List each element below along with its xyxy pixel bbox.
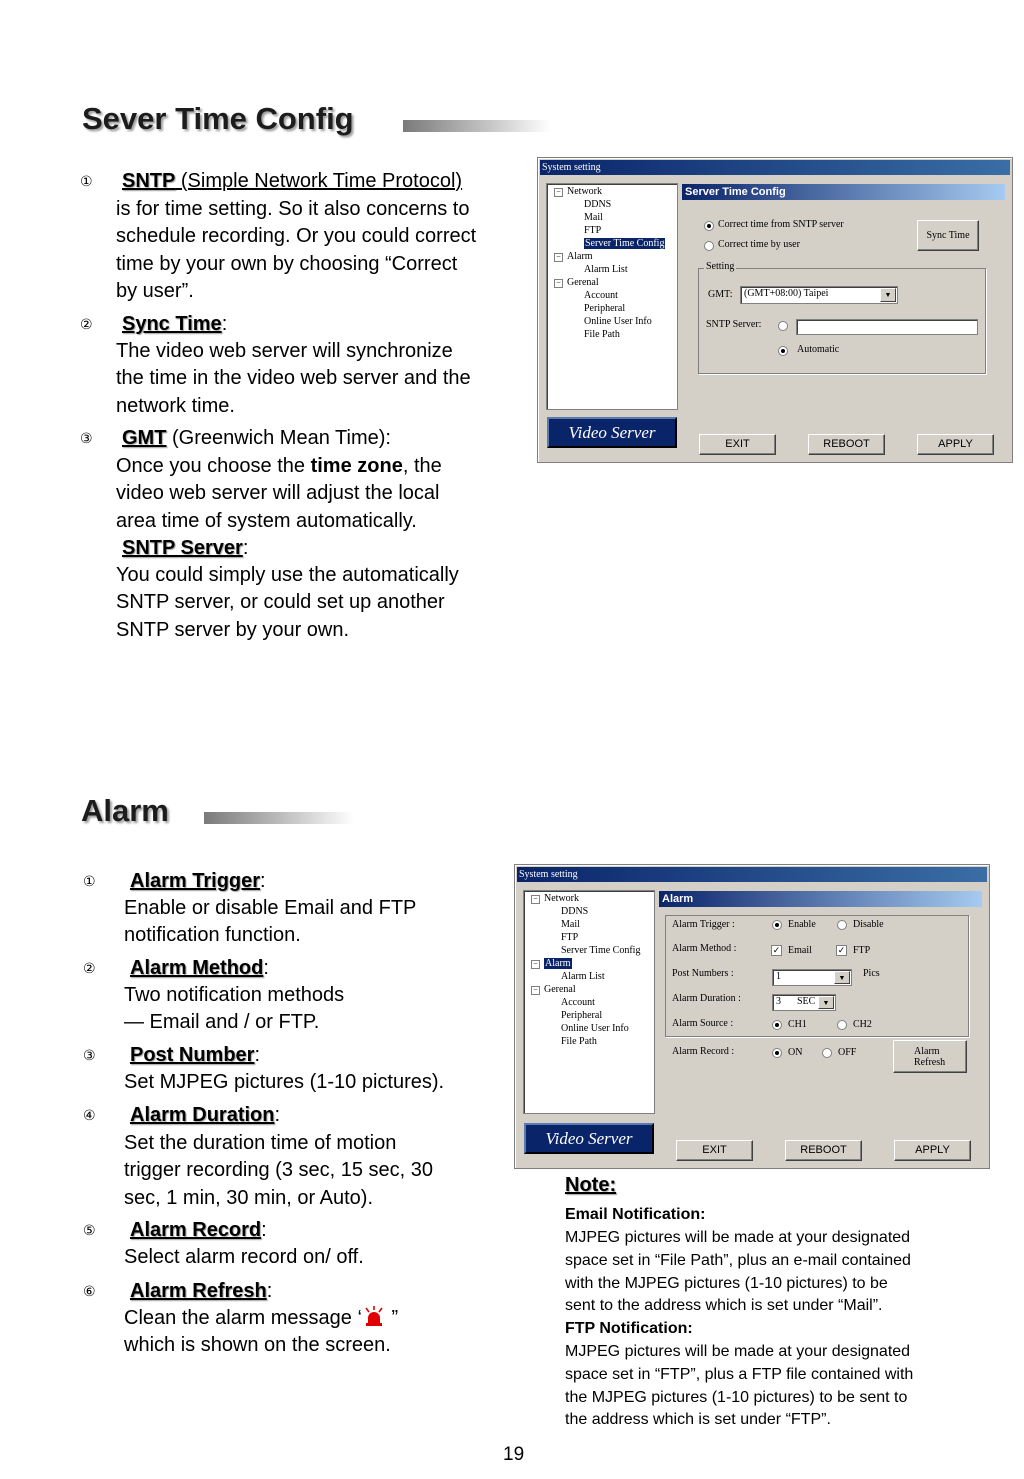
term-colon: : <box>242 537 249 559</box>
selected-label: Alarm <box>545 958 571 969</box>
email-notification-title: Email Notification: <box>565 1206 706 1223</box>
alarm-record-label: Alarm Record : <box>672 1046 735 1057</box>
note-line: MJPEG pictures will be made at your designated <box>565 1343 911 1360</box>
chevron-down-icon[interactable]: ▼ <box>818 996 834 1009</box>
body-line: Select alarm record on/ off. <box>124 1246 364 1268</box>
body-line: The video web server will synchronize <box>116 340 453 362</box>
radio-by-user[interactable] <box>704 241 714 251</box>
tree-item-ddns[interactable]: DDNS <box>584 199 612 210</box>
body-line: by user”. <box>116 280 194 303</box>
collapse-icon[interactable]: − <box>554 279 563 288</box>
term-post-number: Post Number <box>130 1044 255 1066</box>
item-body-alarm-record <box>124 1244 364 1271</box>
reboot-button[interactable]: REBOOT <box>808 434 885 455</box>
item-heading-alarm-record <box>124 1217 267 1244</box>
item-heading-alarm-duration <box>124 1102 280 1129</box>
term-colon: : <box>274 1104 281 1126</box>
collapse-icon[interactable]: − <box>531 960 540 969</box>
radio-disable[interactable] <box>837 920 847 930</box>
term-alarm-refresh: Alarm Refresh <box>130 1280 267 1302</box>
post-numbers-select[interactable] <box>772 969 852 986</box>
checkbox-ftp[interactable]: ✓ <box>837 945 846 955</box>
alarm-source-label: Alarm Source : <box>672 1018 734 1029</box>
term-colon: : <box>261 1219 267 1241</box>
settings-tree <box>523 890 655 1114</box>
tree-item-ftp[interactable]: FTP <box>584 225 602 236</box>
item-number: ② <box>83 961 96 977</box>
video-server-logo: Video Server <box>547 417 677 448</box>
section-title-alarm: Alarm <box>81 793 169 828</box>
note-line: space set in “FTP”, plus a FTP file contained with <box>565 1365 914 1383</box>
settings-tree <box>546 183 678 410</box>
collapse-icon[interactable]: − <box>554 188 563 197</box>
gmt-label: GMT: <box>708 289 733 300</box>
body-line: Two notification methods <box>124 984 345 1006</box>
tree-item-online-user-info[interactable]: Online User Info <box>584 316 652 327</box>
post-numbers-value: 1 <box>776 971 781 982</box>
panel-title: Alarm <box>659 891 982 907</box>
collapse-icon[interactable]: − <box>531 895 540 904</box>
dialog-title-bar: System setting <box>540 160 1010 175</box>
enable-label: Enable <box>788 919 816 930</box>
note-line: the address which is set under “FTP”. <box>565 1411 831 1429</box>
item-heading-sync-time <box>116 311 227 338</box>
item-heading-gmt <box>116 425 391 452</box>
post-numbers-label: Post Numbers : <box>672 968 734 979</box>
item-number: ③ <box>80 431 93 447</box>
term-alarm-record: Alarm Record <box>130 1219 262 1241</box>
collapse-icon[interactable]: − <box>531 986 540 995</box>
collapse-icon[interactable]: − <box>554 253 563 262</box>
exit-button[interactable]: EXIT <box>699 434 776 455</box>
body-line: Set the duration time of motion <box>124 1132 397 1154</box>
body-line: — Email and / or FTP. <box>124 1011 320 1034</box>
term-alarm-method: Alarm Method <box>130 957 264 979</box>
body-line: SNTP server by your own. <box>116 618 350 641</box>
item-body-alarm-duration <box>124 1130 433 1212</box>
selected-label: Server Time Config <box>585 238 665 249</box>
duration-unit: SEC <box>797 996 816 1007</box>
reboot-button[interactable]: REBOOT <box>785 1140 862 1161</box>
radio-ch1[interactable] <box>772 1020 782 1030</box>
term-colon: : <box>263 957 269 979</box>
term-alarm-trigger: Alarm Trigger <box>130 870 261 892</box>
ch2-label: CH2 <box>853 1019 872 1030</box>
term-sntp: SNTP <box>122 170 176 192</box>
panel-title: Server Time Config <box>682 184 1005 200</box>
item-heading-sntp <box>116 168 462 195</box>
body-line: is for time setting. So it also concerns to <box>116 198 470 220</box>
radio-record-on[interactable] <box>772 1048 782 1058</box>
duration-value: 3 <box>776 996 781 1007</box>
ftp-notification-title: FTP Notification: <box>565 1320 693 1337</box>
item-heading-alarm-refresh <box>124 1278 272 1305</box>
item-body-alarm-refresh <box>124 1305 398 1360</box>
term-alarm-duration: Alarm Duration <box>130 1104 275 1126</box>
radio-ch2[interactable] <box>837 1020 847 1030</box>
term-sync-time: Sync Time <box>122 313 222 335</box>
item-heading-post-number <box>124 1042 260 1069</box>
note-heading: Note: <box>565 1174 617 1196</box>
gmt-select[interactable] <box>740 286 898 304</box>
title-decoration-bar <box>403 120 551 132</box>
tree-item-ddns[interactable]: DDNS <box>561 906 589 917</box>
body-text: ” <box>385 1307 399 1329</box>
item-body-alarm-trigger <box>124 895 416 950</box>
radio-sntp-label: Correct time from SNTP server <box>718 219 844 230</box>
item-number: ① <box>83 874 96 890</box>
body-line: Set MJPEG pictures (1-10 pictures). <box>124 1071 445 1093</box>
group-label: Setting <box>706 261 735 272</box>
alarm-trigger-label: Alarm Trigger : <box>672 919 735 930</box>
body-line: notification function. <box>124 924 301 947</box>
item-heading-alarm-method <box>124 955 269 982</box>
item-body-sntp-server <box>116 562 459 644</box>
body-line <box>116 453 442 480</box>
system-setting-dialog-time <box>537 157 1013 463</box>
item-heading-sntp-server <box>116 535 248 562</box>
page-number: 19 <box>503 1444 525 1465</box>
automatic-label: Automatic <box>797 344 840 355</box>
exit-button[interactable]: EXIT <box>676 1140 753 1161</box>
ftp-notification-body <box>565 1341 913 1432</box>
tree-item-network[interactable]: Network <box>544 893 579 904</box>
item-number: ③ <box>83 1048 96 1064</box>
tree-item-mail[interactable]: Mail <box>584 212 603 223</box>
apply-button[interactable]: APPLY <box>917 434 994 455</box>
radio-custom-sntp[interactable] <box>778 321 788 331</box>
title-decoration-bar <box>204 812 354 824</box>
item-number: ① <box>80 174 93 190</box>
alarm-duration-label: Alarm Duration : <box>672 993 741 1004</box>
item-body-sync-time <box>116 338 471 420</box>
radio-sntp-server[interactable] <box>704 221 714 231</box>
checkbox-email[interactable]: ✓ <box>772 945 781 955</box>
tree-item-mail[interactable]: Mail <box>561 919 580 930</box>
tree-item-peripheral[interactable]: Peripheral <box>584 303 626 314</box>
tree-item-alarm[interactable] <box>544 958 572 970</box>
on-label: ON <box>788 1047 803 1058</box>
item-body-alarm-method <box>124 982 344 1037</box>
note-line: space set in “File Path”, plus an e-mail contained <box>565 1251 911 1269</box>
video-server-logo: Video Server <box>524 1123 654 1154</box>
term-gmt-expansion: (Greenwich Mean Time): <box>166 427 391 449</box>
note-line: sent to the address which is set under “Mail”. <box>565 1297 883 1315</box>
radio-user-label: Correct time by user <box>718 239 800 250</box>
tree-item-alarm[interactable]: Alarm <box>567 251 593 262</box>
gmt-value: (GMT+08:00) Taipei <box>744 288 829 299</box>
body-text: , the <box>402 455 442 477</box>
term-colon: : <box>254 1044 261 1066</box>
body-line: the time in the video web server and the <box>116 367 471 390</box>
tree-item-peripheral[interactable]: Peripheral <box>561 1010 603 1021</box>
radio-automatic[interactable] <box>778 346 788 356</box>
body-line: trigger recording (3 sec, 15 sec, 30 <box>124 1159 434 1182</box>
sync-time-button[interactable]: Sync Time <box>917 220 979 251</box>
body-bold-text: time zone <box>310 455 403 477</box>
alarm-siren-icon <box>362 1305 386 1327</box>
tree-item-ftp[interactable]: FTP <box>561 932 579 943</box>
pics-label: Pics <box>863 968 880 979</box>
disable-label: Disable <box>853 919 884 930</box>
term-colon: : <box>260 870 266 892</box>
apply-button[interactable]: APPLY <box>894 1140 971 1161</box>
item-body-post-number <box>124 1069 444 1096</box>
term-sntp-server: SNTP Server <box>122 537 243 559</box>
email-label: Email <box>788 945 812 956</box>
section-title-sntp: Sever Time Config <box>82 101 354 136</box>
body-line: schedule recording. Or you could correct <box>116 225 477 248</box>
tree-item-general[interactable]: Gerenal <box>544 984 576 995</box>
alarm-duration-select[interactable] <box>772 994 836 1011</box>
sntp-server-input[interactable] <box>796 319 978 335</box>
item-number: ⑤ <box>83 1223 96 1239</box>
term-colon: : <box>266 1280 273 1302</box>
body-line <box>124 1305 398 1332</box>
tree-item-file-path[interactable]: File Path <box>584 329 620 340</box>
note-line: with the MJPEG pictures (1-10 pictures) to be <box>565 1274 888 1292</box>
term-colon: : <box>221 313 228 335</box>
tree-item-server-time-config[interactable]: Server Time Config <box>561 945 641 956</box>
term-sntp-expansion: (Simple Network Time Protocol) <box>175 170 463 192</box>
tree-item-online-user-info[interactable]: Online User Info <box>561 1023 629 1034</box>
note-line: MJPEG pictures will be made at your designated <box>565 1229 911 1246</box>
alarm-method-label: Alarm Method : <box>672 943 737 954</box>
sntp-server-label: SNTP Server: <box>706 319 762 330</box>
tree-item-server-time-config[interactable] <box>584 238 665 250</box>
body-line: video web server will adjust the local <box>116 482 440 505</box>
body-text: Once you choose the <box>116 455 311 477</box>
item-number: ② <box>80 317 93 333</box>
item-number: ④ <box>83 1108 96 1124</box>
body-line: Enable or disable Email and FTP <box>124 897 417 919</box>
chevron-down-icon[interactable]: ▼ <box>880 288 896 302</box>
tree-item-account[interactable]: Account <box>561 997 595 1008</box>
radio-record-off[interactable] <box>822 1048 832 1058</box>
tree-item-network[interactable]: Network <box>567 186 602 197</box>
item-body-sntp <box>116 196 476 306</box>
body-line: time by your own by choosing “Correct <box>116 252 458 275</box>
system-setting-dialog-alarm <box>514 864 990 1169</box>
dialog-title-bar: System setting <box>517 867 987 882</box>
body-line: which is shown on the screen. <box>124 1334 391 1357</box>
item-body-gmt <box>116 453 442 535</box>
body-line: area time of system automatically. <box>116 509 417 532</box>
chevron-down-icon[interactable]: ▼ <box>834 971 850 984</box>
radio-enable[interactable] <box>772 920 782 930</box>
email-notification-body <box>565 1227 911 1318</box>
tree-item-general[interactable]: Gerenal <box>567 277 599 288</box>
body-line: You could simply use the automatically <box>116 564 459 586</box>
ftp-label: FTP <box>853 945 871 956</box>
body-line: network time. <box>116 394 235 417</box>
off-label: OFF <box>838 1047 857 1058</box>
note-line: the MJPEG pictures (1-10 pictures) to be sent to <box>565 1388 908 1406</box>
alarm-refresh-button[interactable] <box>893 1040 967 1073</box>
button-line: Refresh <box>914 1057 946 1068</box>
ch1-label: CH1 <box>788 1019 807 1030</box>
button-line: Alarm <box>914 1046 940 1057</box>
body-line: sec, 1 min, 30 min, or Auto). <box>124 1186 373 1209</box>
tree-item-account[interactable]: Account <box>584 290 618 301</box>
tree-item-alarm-list[interactable]: Alarm List <box>561 971 605 982</box>
tree-item-file-path[interactable]: File Path <box>561 1036 597 1047</box>
item-heading-alarm-trigger <box>124 868 266 895</box>
item-number: ⑥ <box>83 1284 96 1300</box>
body-text: Clean the alarm message ‘ <box>124 1307 362 1329</box>
tree-item-alarm-list[interactable]: Alarm List <box>584 264 628 275</box>
body-line: SNTP server, or could set up another <box>116 591 445 614</box>
term-gmt: GMT <box>122 427 167 449</box>
